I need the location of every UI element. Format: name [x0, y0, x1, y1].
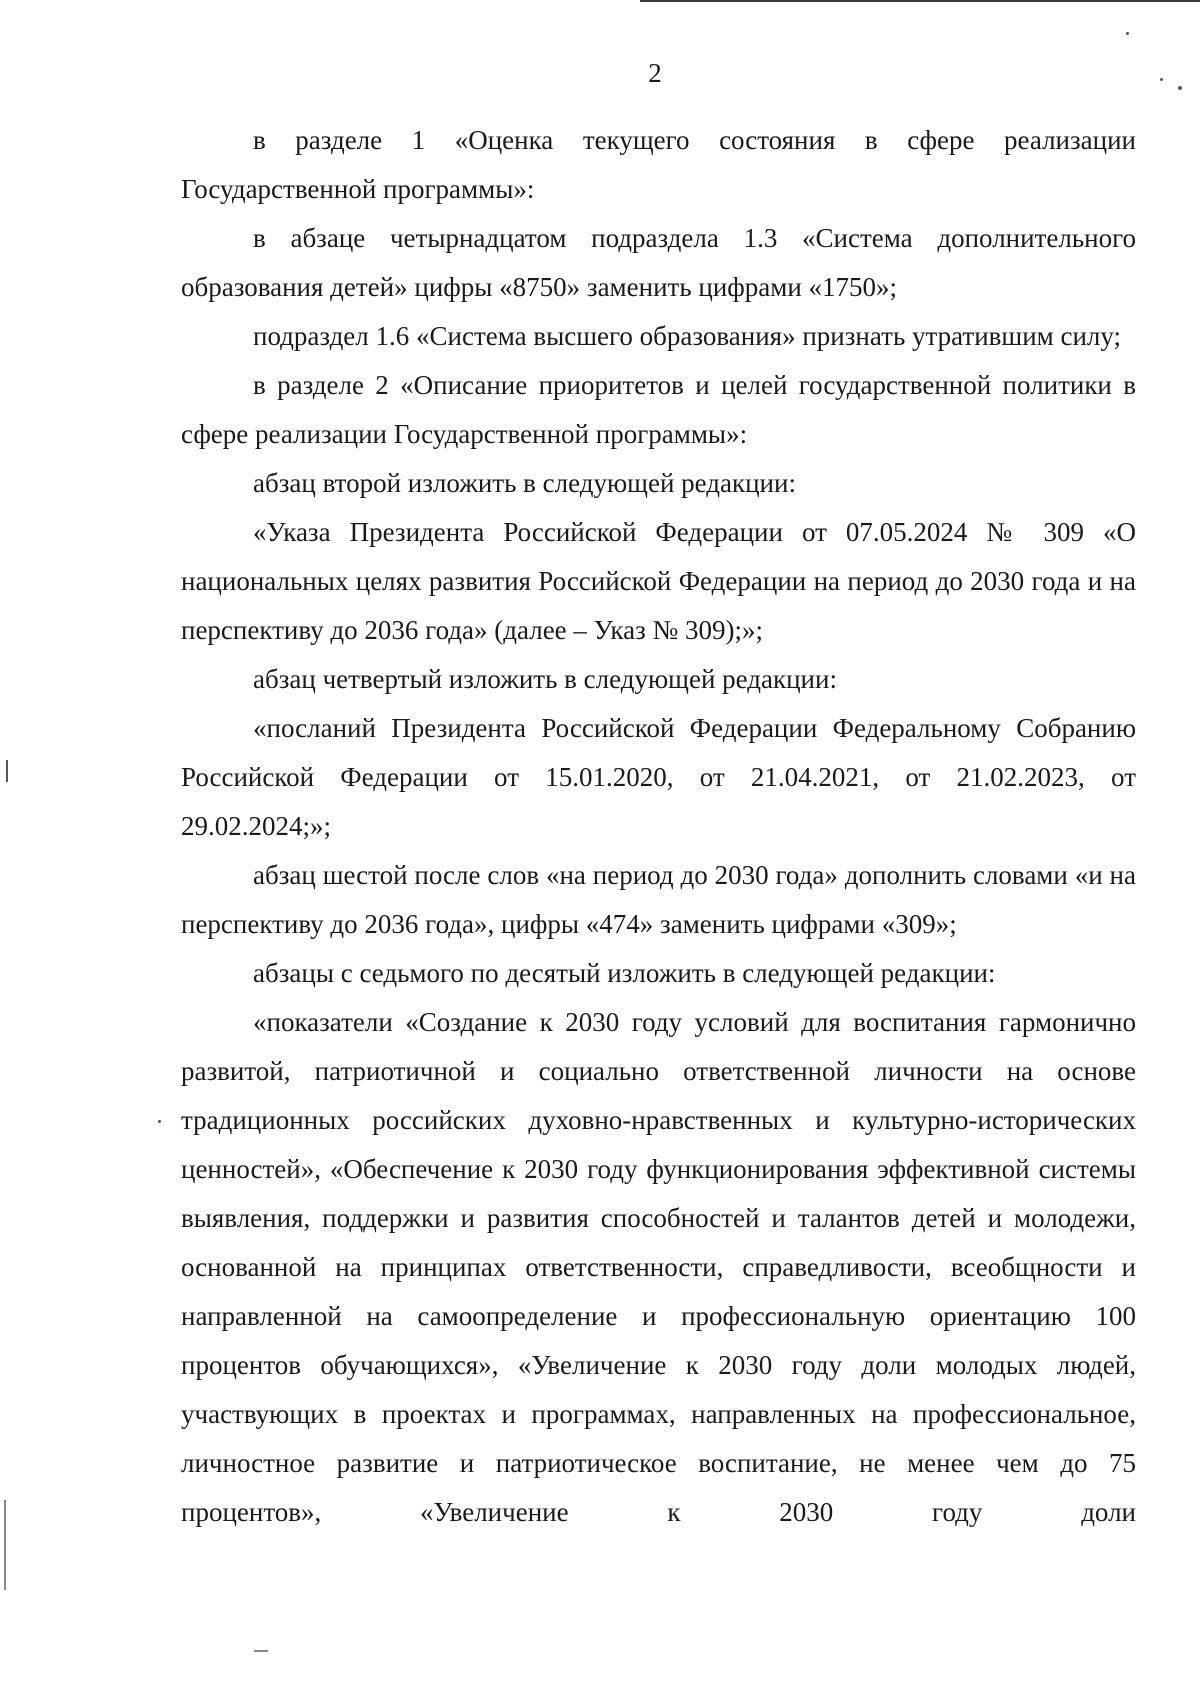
- page-number: 2: [648, 58, 662, 88]
- paragraph-section-1: в разделе 1 «Оценка текущего состояния в сфере реализации Государственной программы»:: [181, 125, 1136, 204]
- paragraph-abzac-6: абзац шестой после слов «на период до 2030 года» дополнить словами «и на перспективу до 2036 года», цифры «474» заменить цифрами «309»;: [181, 860, 1136, 939]
- paragraph-section-2: в разделе 2 «Описание приоритетов и целей государственной политики в сфере реализации Государственной программы»:: [181, 370, 1136, 449]
- scan-speck: [1160, 78, 1163, 81]
- paragraph-subsection-1-6: подраздел 1.6 «Система высшего образования» признать утратившим силу;: [253, 321, 1122, 351]
- scan-speck: [1178, 86, 1182, 90]
- paragraph-indicators: «показатели «Создание к 2030 году условий для воспитания гармонично развитой, патриотичной и социально ответственной личности на основе традиционных российских духовно-нравственных и культурно-исторических ценностей», «Обеспечение к 2030 году функционирования эффективной системы выявления, поддержки и развития способностей и талантов детей и молодежи, основанной на принципах ответственности, справедливости, всеобщности и направленной на самоопределение и профессиональную ориентацию 100 процентов обучающихся», «Увеличение к 2030 году доли молодых людей, участвующих в проектах и программах, направленных на профессиональное, личностное развитие и патриотическое воспитание, не менее чем до 75 процентов», «Увеличение к 2030 году доли: [181, 1007, 1136, 1527]
- document-body: [181, 116, 1136, 1537]
- paragraph-subsection-1-3: в абзаце четырнадцатом подраздела 1.3 «Система дополнительного образования детей» цифры «8750» заменить цифрами «1750»;: [181, 223, 1136, 302]
- scan-speck: [4, 1500, 6, 1590]
- scan-speck: [254, 1650, 268, 1652]
- paragraph-messages: «посланий Президента Российской Федерации Федеральному Собранию Российской Федерации от 15.01.2020, от 21.04.2021, от 21.02.2023, от 29.02.2024;»;: [181, 713, 1136, 841]
- scan-edge-line: [640, 0, 1200, 2]
- paragraph-abzac-2-intro: абзац второй изложить в следующей редакции:: [253, 468, 796, 498]
- paragraph-abzac-4-intro: абзац четвертый изложить в следующей редакции:: [253, 664, 837, 694]
- paragraph-abzac-7-10-intro: абзацы с седьмого по десятый изложить в следующей редакции:: [253, 958, 996, 988]
- paragraph-decree-309: «Указа Президента Российской Федерации от 07.05.2024 № 309 «О национальных целях развития Российской Федерации на период до 2030 года и на перспективу до 2036 года» (далее – Указ № 309);»;: [181, 517, 1136, 645]
- scan-speck: [158, 1120, 161, 1123]
- scan-speck: [6, 760, 8, 782]
- scan-speck: [1126, 32, 1129, 35]
